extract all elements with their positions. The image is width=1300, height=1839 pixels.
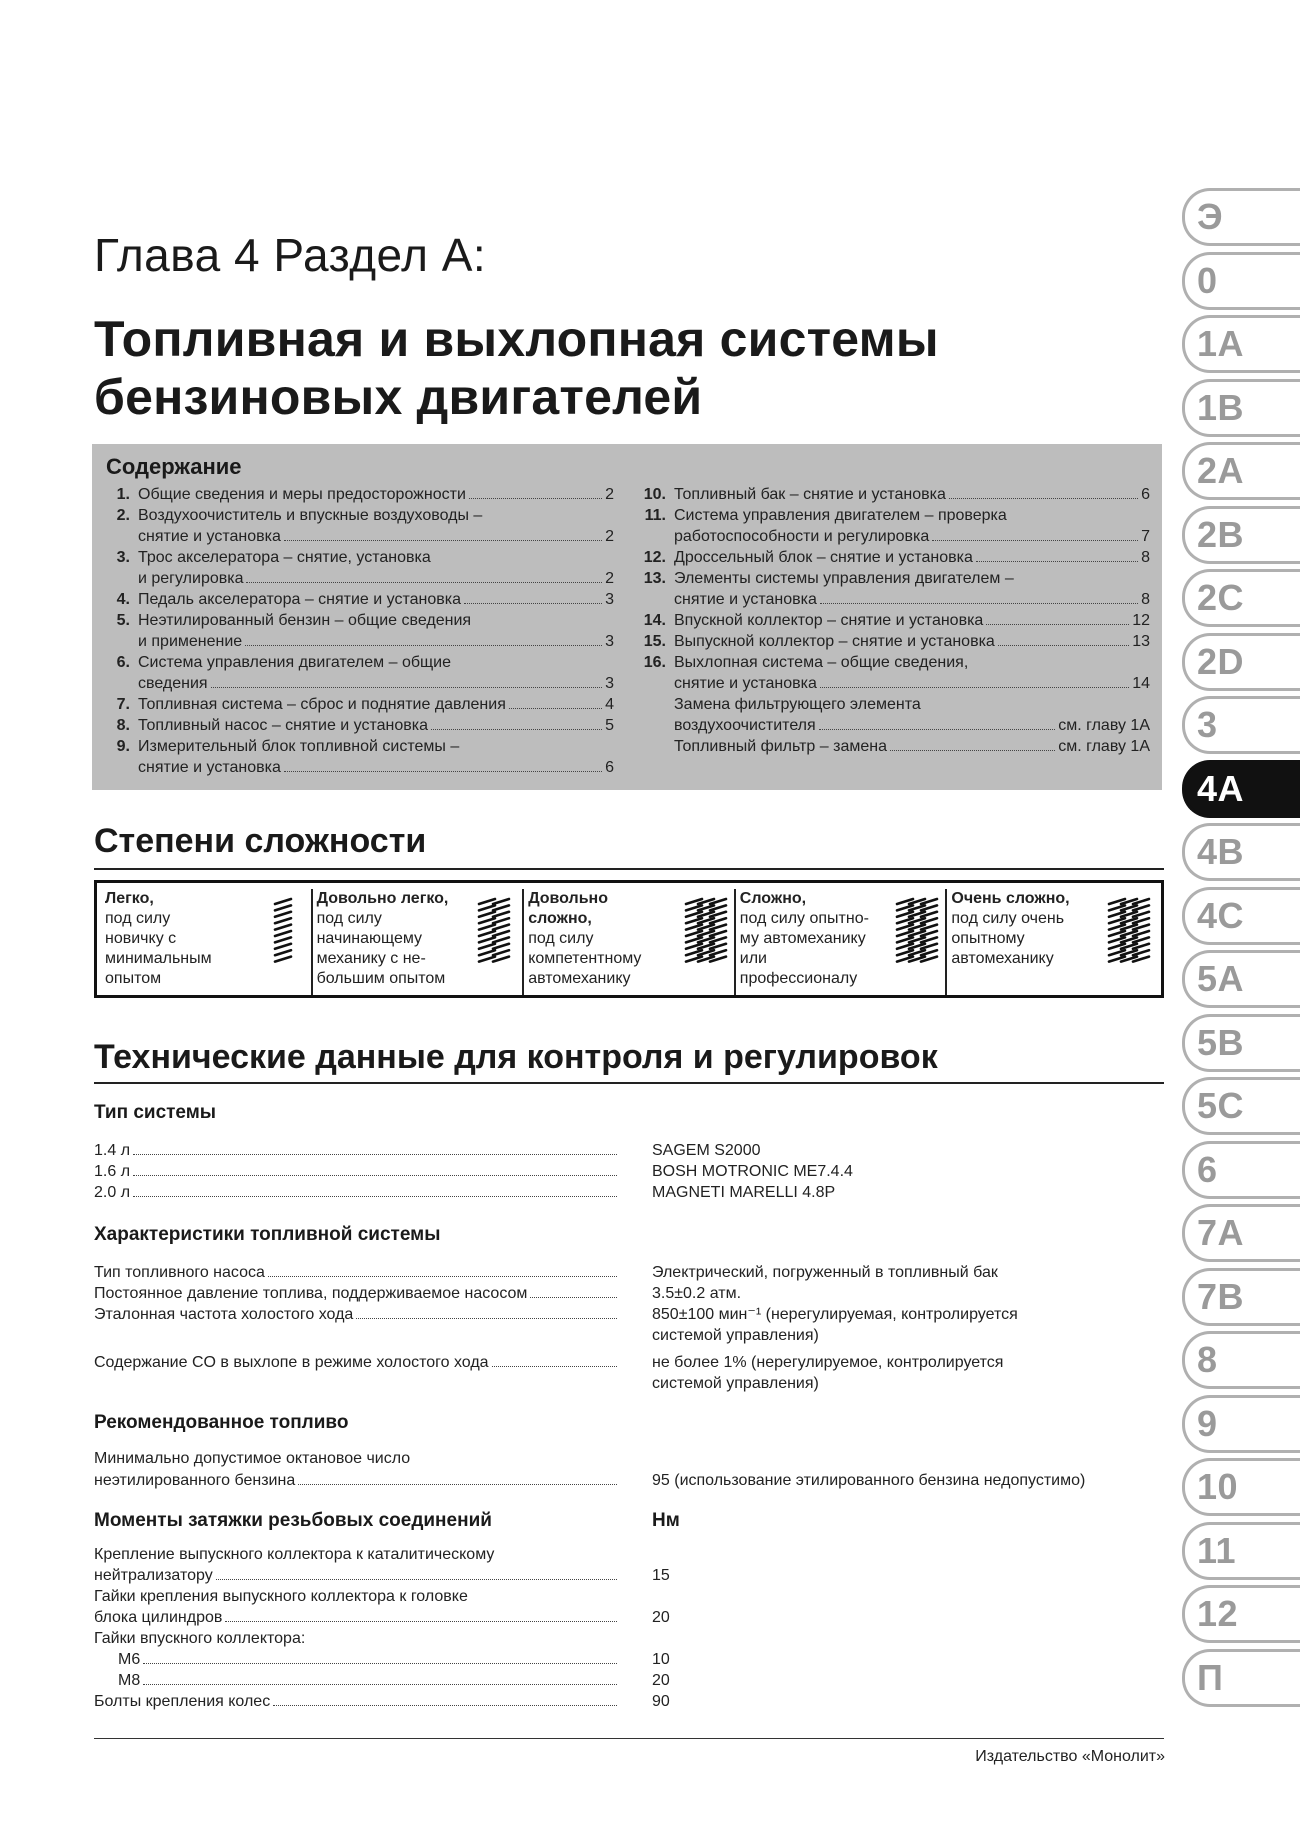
contents-item-number: 1. (116, 486, 130, 503)
contents-item-text: Неэтилированный бензин – общие сведения (138, 612, 472, 629)
tab-1a[interactable]: 1A (1182, 315, 1300, 373)
tab-2c[interactable]: 2C (1182, 569, 1300, 627)
contents-item-page: 8 (1141, 591, 1150, 608)
system-type-heading: Тип системы (94, 1102, 217, 1123)
difficulty-text: под силу (528, 930, 594, 947)
contents-item-text: сведения (138, 675, 208, 692)
leader-dots (133, 1174, 617, 1176)
difficulty-text: под силу (105, 910, 171, 927)
spec-label (94, 1649, 619, 1670)
contents-left-column (104, 484, 614, 778)
leader-dots (273, 1704, 617, 1706)
tab-4c[interactable]: 4C (1182, 887, 1300, 945)
contents-item-line (674, 631, 1150, 652)
difficulty-icon (472, 893, 516, 972)
leader-dots (268, 1275, 617, 1277)
tab-0[interactable]: 0 (1182, 252, 1300, 310)
difficulty-icon (261, 893, 305, 972)
contents-item-number: 14. (643, 612, 666, 629)
spec-value: 90 (652, 1693, 670, 1710)
difficulty-description (528, 889, 678, 989)
difficulty-description (951, 889, 1101, 969)
contents-heading: Содержание (106, 454, 242, 479)
tab-3[interactable]: 3 (1182, 696, 1300, 754)
spring-icon (895, 893, 939, 967)
contents-item-page: 2 (605, 486, 614, 503)
difficulty-text: новичку с (105, 930, 177, 947)
leader-dots (246, 581, 602, 583)
contents-item-body (674, 505, 1150, 547)
contents-item-page: 5 (605, 717, 614, 734)
tab-2d[interactable]: 2D (1182, 633, 1300, 691)
leader-dots (932, 539, 1138, 541)
contents-item (104, 505, 614, 547)
spec-label (94, 1304, 619, 1325)
spec-label-text: 2.0 л (94, 1184, 131, 1201)
tech-data-divider (94, 1082, 1164, 1084)
contents-item-line (674, 652, 1150, 673)
contents-item-number: 13. (643, 570, 666, 587)
difficulty-title: Довольно легко, (316, 890, 449, 907)
contents-item-line (674, 673, 1150, 694)
chapter-heading: Глава 4 Раздел A: (94, 229, 487, 281)
tab-2b[interactable]: 2B (1182, 506, 1300, 564)
leader-dots (998, 644, 1129, 646)
contents-item-line (138, 673, 614, 694)
contents-item (640, 631, 1150, 652)
spec-label-text: нейтрализатору (94, 1567, 213, 1584)
contents-item-number: 12. (643, 549, 666, 566)
leader-dots (211, 686, 603, 688)
spec-label (94, 1544, 619, 1565)
contents-item-line (674, 547, 1150, 568)
contents-item-page: 2 (605, 528, 614, 545)
contents-item-number: 10. (643, 486, 666, 503)
leader-dots (469, 497, 602, 499)
spec-value: 20 (652, 1672, 670, 1689)
contents-item-body (138, 484, 614, 505)
spec-label-text: блока цилиндров (94, 1609, 223, 1626)
difficulty-icon (1107, 893, 1151, 972)
leader-dots (820, 686, 1129, 688)
difficulty-title: сложно, (528, 910, 592, 927)
spring-icon (684, 893, 728, 967)
publisher-name: Издательство «Монолит» (975, 1748, 1165, 1765)
difficulty-text: минимальным (105, 950, 212, 967)
contents-box (92, 444, 1162, 790)
contents-item-page: 2 (605, 570, 614, 587)
contents-item-body (674, 568, 1150, 610)
leader-dots (143, 1662, 617, 1664)
tech-data-heading: Технические данные для контроля и регулировок (94, 1038, 938, 1076)
difficulty-title: Довольно (528, 890, 608, 907)
difficulty-title: Сложно, (739, 890, 807, 907)
contents-item-text: Замена фильтрующего элемента (674, 696, 921, 713)
tab-п[interactable]: П (1182, 1649, 1300, 1707)
spec-label (94, 1262, 619, 1283)
contents-item-text: Топливный бак – снятие и установка (674, 486, 946, 503)
spec-label-text: Тип топливного насоса (94, 1264, 265, 1281)
contents-item-body (674, 547, 1150, 568)
spring-icon (261, 893, 305, 967)
leader-dots (976, 560, 1138, 562)
tab-6[interactable]: 6 (1182, 1141, 1300, 1199)
difficulty-title: Очень сложно, (951, 890, 1070, 907)
contents-item-number: 7. (116, 696, 130, 713)
spec-label-text: Постоянное давление топлива, поддерживаемое насосом (94, 1285, 528, 1302)
tab-5b[interactable]: 5B (1182, 1014, 1300, 1072)
spec-label-text: Крепление выпускного коллектора к каталитическому (94, 1546, 495, 1563)
spec-label-text: M8 (118, 1672, 141, 1689)
leader-dots (509, 707, 602, 709)
spec-label (94, 1182, 619, 1203)
difficulty-divider (94, 868, 1164, 870)
tab-12[interactable]: 12 (1182, 1585, 1300, 1643)
torque-heading: Моменты затяжки резьбовых соединений (94, 1510, 492, 1531)
difficulty-level (945, 889, 1157, 995)
contents-item-text: Выхлопная система – общие сведения, (674, 654, 969, 671)
tab-11[interactable]: 11 (1182, 1522, 1300, 1580)
difficulty-title: Легко, (105, 890, 154, 907)
tab-7a[interactable]: 7A (1182, 1204, 1300, 1262)
contents-item-line (674, 526, 1150, 547)
contents-item-body (138, 736, 614, 778)
difficulty-level (101, 889, 311, 995)
tab-9[interactable]: 9 (1182, 1395, 1300, 1453)
spec-value: системой управления) (652, 1327, 819, 1344)
difficulty-description (317, 889, 467, 989)
contents-item-page: 12 (1132, 612, 1150, 629)
contents-item (640, 652, 1150, 694)
spec-value: 10 (652, 1651, 670, 1668)
spec-label (94, 1670, 619, 1691)
spec-value: 20 (652, 1609, 670, 1626)
contents-item-page: 7 (1141, 528, 1150, 545)
contents-item-page: см. главу 1A (1058, 717, 1150, 734)
contents-item-body (138, 505, 614, 547)
contents-item-line (138, 736, 614, 757)
page-title-line2: бензиновых двигателей (94, 369, 703, 425)
spec-value: системой управления) (652, 1375, 819, 1392)
contents-item-text: и регулировка (138, 570, 244, 587)
contents-item-body (138, 652, 614, 694)
contents-item-body (674, 631, 1150, 652)
contents-item-number: 5. (116, 612, 130, 629)
contents-item-page: 3 (605, 675, 614, 692)
leader-dots (492, 1365, 617, 1367)
leader-dots (216, 1578, 617, 1580)
leader-dots (890, 749, 1055, 751)
page-title-line1: Топливная и выхлопная системы (94, 311, 939, 367)
contents-item-body (138, 547, 614, 589)
contents-item (104, 715, 614, 736)
difficulty-text: му автомеханику (739, 930, 866, 947)
contents-item-number (640, 694, 674, 736)
contents-item-text: Топливная система – сброс и поднятие давления (138, 696, 506, 713)
contents-item-line (138, 715, 614, 736)
spec-label (94, 1283, 619, 1304)
difficulty-text: под силу (316, 910, 382, 927)
spec-label-text: Гайки крепления выпускного коллектора к головке (94, 1588, 468, 1605)
contents-item (104, 652, 614, 694)
difficulty-text: или (739, 950, 767, 967)
leader-dots (143, 1683, 617, 1685)
contents-item-line (674, 484, 1150, 505)
contents-item-text: снятие и установка (674, 591, 817, 608)
spec-value: 3.5±0.2 атм. (652, 1285, 742, 1302)
contents-item-text: Система управления двигателем – проверка (674, 507, 1007, 524)
contents-item-text: Воздухоочиститель и впускные воздуховоды – (138, 507, 483, 524)
contents-item-text: Топливный насос – снятие и установка (138, 717, 429, 734)
contents-item-text: Элементы системы управления двигателем – (674, 570, 1014, 587)
leader-dots (133, 1195, 617, 1197)
contents-item (640, 694, 1150, 736)
spec-value: Электрический, погруженный в топливный бак (652, 1264, 998, 1281)
tab-2a[interactable]: 2A (1182, 442, 1300, 500)
leader-dots (284, 770, 602, 772)
leader-dots (356, 1317, 617, 1319)
contents-item-body (138, 589, 614, 610)
spec-label (94, 1140, 619, 1161)
contents-item-number: 9. (116, 738, 130, 755)
contents-item-body (674, 484, 1150, 505)
leader-dots (530, 1296, 617, 1298)
recommended-fuel-heading: Рекомендованное топливо (94, 1412, 349, 1433)
spring-icon (472, 893, 516, 967)
contents-item-body (674, 610, 1150, 631)
contents-item-line (674, 715, 1150, 736)
contents-item (640, 568, 1150, 610)
leader-dots (949, 497, 1138, 499)
difficulty-text: автомеханику (951, 950, 1054, 967)
contents-item (640, 547, 1150, 568)
contents-item-text: Топливный фильтр – замена (674, 738, 887, 755)
contents-item-page: 3 (605, 591, 614, 608)
contents-item (104, 610, 614, 652)
tab-4b[interactable]: 4B (1182, 823, 1300, 881)
spring-icon (1107, 893, 1151, 967)
torque-unit: Нм (652, 1510, 680, 1531)
difficulty-text: опытом (105, 970, 162, 987)
spec-label-text: 1.4 л (94, 1142, 131, 1159)
contents-item-text: воздухоочистителя (674, 717, 816, 734)
contents-item-body (674, 652, 1150, 694)
leader-dots (133, 1153, 617, 1155)
contents-item-page: 14 (1132, 675, 1150, 692)
contents-item-body (138, 610, 614, 652)
difficulty-description (105, 889, 255, 989)
contents-item-line (674, 736, 1150, 757)
difficulty-icon (895, 893, 939, 972)
contents-item-text: снятие и установка (674, 675, 817, 692)
contents-item-line (138, 568, 614, 589)
contents-item-line (138, 547, 614, 568)
contents-right-column (640, 484, 1150, 778)
contents-item (640, 505, 1150, 547)
leader-dots (284, 539, 602, 541)
difficulty-text: под силу опытно- (739, 910, 869, 927)
difficulty-text: большим опытом (316, 970, 446, 987)
contents-item (104, 484, 614, 505)
spec-label (94, 1691, 619, 1712)
difficulty-description (740, 889, 890, 989)
spec-label-text: Эталонная частота холостого хода (94, 1306, 354, 1323)
tab-4a[interactable]: 4A (1182, 760, 1300, 818)
contents-item-line (138, 505, 614, 526)
leader-dots (225, 1620, 617, 1622)
contents-item-line (138, 652, 614, 673)
contents-item-text: Измерительный блок топливной системы – (138, 738, 460, 755)
contents-item (640, 484, 1150, 505)
leader-dots (819, 728, 1056, 730)
contents-item-body (138, 715, 614, 736)
contents-item (104, 589, 614, 610)
footer-divider (94, 1738, 1164, 1739)
contents-item-page: 4 (605, 696, 614, 713)
contents-item-line (138, 610, 614, 631)
fuel-system-heading: Характеристики топливной системы (94, 1224, 441, 1245)
leader-dots (986, 623, 1129, 625)
page-title (94, 310, 1134, 426)
difficulty-text: профессионалу (739, 970, 858, 987)
difficulty-icon (684, 893, 728, 972)
spec-value: 15 (652, 1567, 670, 1584)
difficulty-text: под силу очень (951, 910, 1065, 927)
contents-item-line (138, 484, 614, 505)
contents-item-body (674, 694, 1150, 736)
contents-item-line (138, 757, 614, 778)
contents-item-text: Трос акселератора – снятие, установка (138, 549, 431, 566)
tab-1b[interactable]: 1B (1182, 379, 1300, 437)
difficulty-level (522, 889, 734, 995)
contents-item (104, 694, 614, 715)
leader-dots (431, 728, 602, 730)
spec-value: не более 1% (нерегулируемое, контролируется (652, 1354, 1004, 1371)
spec-label (94, 1565, 619, 1586)
contents-item (104, 736, 614, 778)
contents-item-page: 8 (1141, 549, 1150, 566)
tab-5c[interactable]: 5C (1182, 1077, 1300, 1135)
octane-value: 95 (использование этилированного бензина недопустимо) (652, 1472, 1086, 1489)
contents-item-line (138, 526, 614, 547)
difficulty-text: начинающему (316, 930, 423, 947)
contents-item-text: Дроссельный блок – снятие и установка (674, 549, 973, 566)
contents-item-number: 3. (116, 549, 130, 566)
contents-item-line (674, 505, 1150, 526)
tab-э[interactable]: Э (1182, 188, 1300, 246)
spec-label-text: Содержание CO в выхлопе в режиме холостого хода (94, 1354, 489, 1371)
contents-item-text: Система управления двигателем – общие (138, 654, 451, 671)
contents-item-number: 15. (643, 633, 666, 650)
leader-dots (820, 602, 1138, 604)
contents-item-text: Педаль акселератора – снятие и установка (138, 591, 461, 608)
contents-item-number: 16. (643, 654, 666, 671)
spec-label-text: Гайки впускного коллектора: (94, 1630, 306, 1647)
contents-item-line (674, 568, 1150, 589)
difficulty-heading: Степени сложности (94, 822, 427, 860)
difficulty-scale (94, 880, 1164, 998)
tab-7b[interactable]: 7B (1182, 1268, 1300, 1326)
contents-item-number: 2. (116, 507, 130, 524)
spec-label (94, 1352, 619, 1373)
contents-item-line (674, 589, 1150, 610)
contents-item-text: работоспособности и регулировка (674, 528, 930, 545)
spec-value: 850±100 мин⁻¹ (нерегулируемая, контролируется (652, 1306, 1018, 1323)
contents-item-text: снятие и установка (138, 528, 281, 545)
contents-item-text: снятие и установка (138, 759, 281, 776)
octane-label-line2: неэтилированного бензина (94, 1472, 296, 1489)
tab-10[interactable]: 10 (1182, 1458, 1300, 1516)
contents-item-number: 4. (116, 591, 130, 608)
contents-item-number (640, 736, 674, 757)
contents-item-page: 13 (1132, 633, 1150, 650)
contents-item-text: Общие сведения и меры предосторожности (138, 486, 466, 503)
spec-label (94, 1586, 619, 1607)
contents-item (640, 610, 1150, 631)
spec-label (94, 1607, 619, 1628)
contents-item-text: Впускной коллектор – снятие и установка (674, 612, 984, 629)
spec-value: BOSH MOTRONIC ME7.4.4 (652, 1163, 853, 1180)
contents-item-text: и применение (138, 633, 243, 650)
spec-label (94, 1628, 619, 1649)
contents-item-line (138, 694, 614, 715)
contents-item-line (674, 610, 1150, 631)
contents-item (640, 736, 1150, 757)
contents-item-number: 6. (116, 654, 130, 671)
contents-item-line (674, 694, 1150, 715)
contents-item-page: 6 (605, 759, 614, 776)
octane-label-line1: Минимально допустимое октановое число (94, 1450, 411, 1467)
contents-item-number: 11. (644, 507, 666, 524)
spec-label-text: Болты крепления колес (94, 1693, 271, 1710)
contents-item-body (674, 736, 1150, 757)
contents-item-text: Выпускной коллектор – снятие и установка (674, 633, 995, 650)
spec-value: MAGNETI MARELLI 4.8P (652, 1184, 836, 1201)
leader-dots (245, 644, 602, 646)
tab-8[interactable]: 8 (1182, 1331, 1300, 1389)
difficulty-text: автомеханику (528, 970, 631, 987)
difficulty-text: механику с не- (316, 950, 426, 967)
difficulty-level (734, 889, 946, 995)
contents-item-page: 6 (1141, 486, 1150, 503)
contents-item-body (138, 694, 614, 715)
leader-dots (298, 1483, 617, 1485)
difficulty-text: опытному (951, 930, 1025, 947)
tab-5a[interactable]: 5A (1182, 950, 1300, 1008)
difficulty-text: компетентному (528, 950, 642, 967)
contents-item-line (138, 631, 614, 652)
difficulty-level (311, 889, 523, 995)
spec-label-text: M6 (118, 1651, 141, 1668)
contents-item-number: 8. (116, 717, 130, 734)
contents-item (104, 547, 614, 589)
spec-value: SAGEM S2000 (652, 1142, 761, 1159)
contents-item-page: 3 (605, 633, 614, 650)
spec-label-text: 1.6 л (94, 1163, 131, 1180)
leader-dots (464, 602, 602, 604)
spec-label (94, 1161, 619, 1182)
contents-item-line (138, 589, 614, 610)
contents-item-page: см. главу 1A (1058, 738, 1150, 755)
